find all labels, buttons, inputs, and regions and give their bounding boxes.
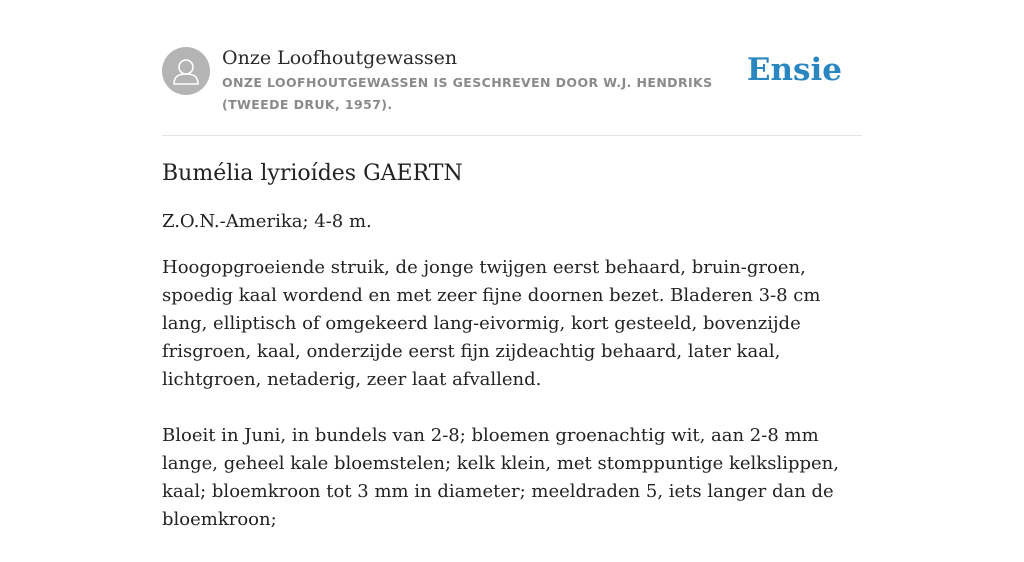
entry-paragraph: Bloeit in Juni, in bundels van 2-8; bloemen groenachtig wit, aan 2-8 mm lange, geheel kale bloemstelen; kelk klein, met stomppuntige kelkslippen, kaal; bloemkroon tot 3 mm in diameter; meeldraden 5, iets langer dan de bloemkroon; [162,425,839,530]
entry-content [162,158,862,562]
entry-title: Bumélia lyrioídes GAERTN [162,161,463,186]
brand-logo[interactable]: Ensie [746,52,842,88]
source-description: ONZE LOOFHOUTGEWASSEN IS GESCHREVEN DOOR W.J. HENDRIKS (TWEEDE DRUK, 1957). [222,75,713,112]
source-header [162,46,862,136]
user-placeholder-icon[interactable] [162,47,210,95]
entry-origin: Z.O.N.-Amerika; 4-8 m. [162,211,372,232]
header-divider [162,135,862,136]
entry-paragraph: Hoogopgroeiende struik, de jonge twijgen eerst behaard, bruin-groen, spoedig kaal wordend en met zeer fijne doornen bezet. Bladeren 3-8 cm lang, elliptisch of omgekeerd lang-eivormig, kort gesteeld, bovenzijde frisgroen, kaal, onderzijde eerst fijn zijdeachtig behaard, later kaal, lichtgroen, netaderig, zeer laat afvallend. [162,257,821,390]
source-title[interactable]: Onze Loofhoutgewassen [222,47,458,69]
